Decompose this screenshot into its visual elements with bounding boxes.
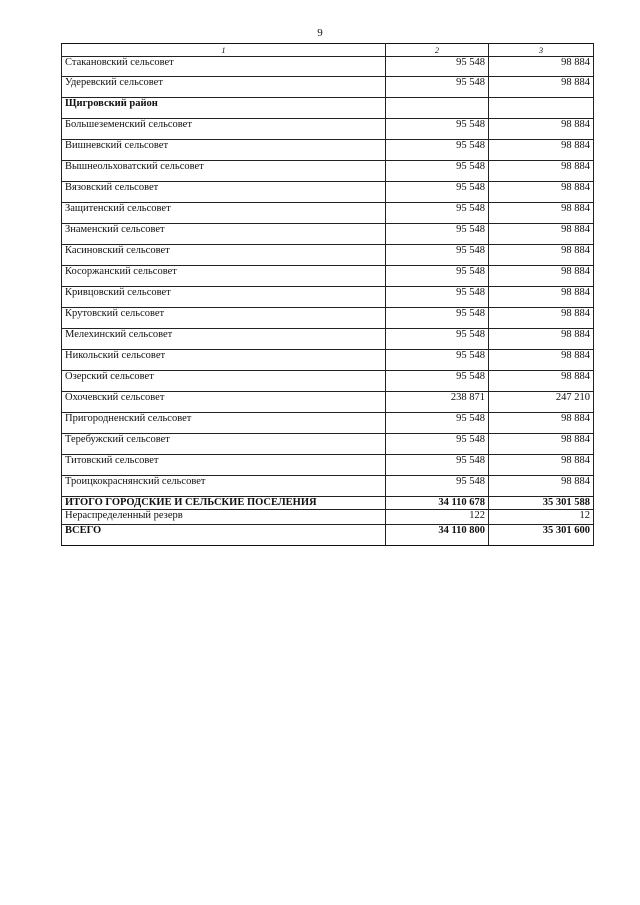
settlement-name: Защитенский сельсовет (62, 203, 386, 224)
table-row (62, 371, 594, 392)
value-col2: 238 871 (386, 392, 489, 413)
table-row (62, 245, 594, 266)
table-row (62, 203, 594, 224)
district-header-row (62, 98, 594, 119)
value-col2: 95 548 (386, 455, 489, 476)
value-col3: 98 884 (489, 245, 594, 266)
value-col3: 98 884 (489, 413, 594, 434)
value-col3: 35 301 600 (489, 525, 594, 546)
value-col2: 95 548 (386, 203, 489, 224)
value-col3: 98 884 (489, 476, 594, 497)
value-col3: 98 884 (489, 308, 594, 329)
value-col3: 98 884 (489, 350, 594, 371)
value-col3: 98 884 (489, 434, 594, 455)
value-col3: 98 884 (489, 140, 594, 161)
value-col2: 95 548 (386, 266, 489, 287)
value-col3: 98 884 (489, 287, 594, 308)
column-header: 2 (386, 44, 489, 57)
settlement-name: Вишневский сельсовет (62, 140, 386, 161)
settlement-name: Охочевский сельсовет (62, 392, 386, 413)
settlement-name: Крутовский сельсовет (62, 308, 386, 329)
subtotal-label: ИТОГО ГОРОДСКИЕ И СЕЛЬСКИЕ ПОСЕЛЕНИЯ (62, 497, 386, 510)
subtotal-row (62, 497, 594, 510)
settlement-name: Знаменский сельсовет (62, 224, 386, 245)
table-row (62, 161, 594, 182)
value-col3: 247 210 (489, 392, 594, 413)
grand-total-label: ВСЕГО (62, 525, 386, 546)
table-row (62, 57, 594, 77)
value-col2: 34 110 678 (386, 497, 489, 510)
value-col3: 35 301 588 (489, 497, 594, 510)
table-row (62, 476, 594, 497)
value-col3: 98 884 (489, 371, 594, 392)
settlement-name: Большеземенский сельсовет (62, 119, 386, 140)
value-col2: 95 548 (386, 329, 489, 350)
value-col3: 98 884 (489, 203, 594, 224)
table-row (62, 140, 594, 161)
table-row (62, 287, 594, 308)
table-row (62, 266, 594, 287)
value-col2: 95 548 (386, 371, 489, 392)
settlement-name: Теребужский сельсовет (62, 434, 386, 455)
table-row (62, 455, 594, 476)
grand-total-row (62, 525, 594, 546)
table-row (62, 434, 594, 455)
value-col3: 98 884 (489, 329, 594, 350)
value-col2: 95 548 (386, 57, 489, 77)
value-col2: 34 110 800 (386, 525, 489, 546)
value-col3: 98 884 (489, 57, 594, 77)
table-row (62, 413, 594, 434)
table-row (62, 308, 594, 329)
table-row (62, 224, 594, 245)
settlement-name: Стакановский сельсовет (62, 57, 386, 77)
settlement-name: Никольский сельсовет (62, 350, 386, 371)
value-col2: 95 548 (386, 245, 489, 266)
page-number: 9 (317, 27, 323, 39)
settlement-name: Мелехинский сельсовет (62, 329, 386, 350)
settlement-name: Вышнеольховатский сельсовет (62, 161, 386, 182)
table-row (62, 119, 594, 140)
settlement-name: Кривцовский сельсовет (62, 287, 386, 308)
value-col2: 95 548 (386, 77, 489, 98)
reserve-row (62, 510, 594, 525)
value-col2: 95 548 (386, 119, 489, 140)
value-col3: 98 884 (489, 224, 594, 245)
value-col2: 95 548 (386, 308, 489, 329)
value-col3: 98 884 (489, 266, 594, 287)
settlement-name: Удеревский сельсовет (62, 77, 386, 98)
value-col3 (489, 98, 594, 119)
reserve-label: Нераспределенный резерв (62, 510, 386, 525)
budget-distribution-table (61, 43, 594, 546)
column-header: 3 (489, 44, 594, 57)
value-col2: 95 548 (386, 434, 489, 455)
value-col2: 95 548 (386, 413, 489, 434)
column-header: 1 (62, 44, 386, 57)
value-col3: 12 (489, 510, 594, 525)
settlement-name: Пригородненский сельсовет (62, 413, 386, 434)
settlement-name: Троицкокраснянский сельсовет (62, 476, 386, 497)
value-col2: 95 548 (386, 161, 489, 182)
value-col3: 98 884 (489, 77, 594, 98)
value-col2: 95 548 (386, 350, 489, 371)
table-header-row (62, 44, 594, 57)
settlement-name: Вязовский сельсовет (62, 182, 386, 203)
settlement-name: Озерский сельсовет (62, 371, 386, 392)
value-col2 (386, 98, 489, 119)
value-col2: 95 548 (386, 140, 489, 161)
value-col3: 98 884 (489, 119, 594, 140)
table-row (62, 329, 594, 350)
table-row (62, 392, 594, 413)
value-col2: 95 548 (386, 287, 489, 308)
value-col2: 122 (386, 510, 489, 525)
value-col2: 95 548 (386, 224, 489, 245)
settlement-name: Касиновский сельсовет (62, 245, 386, 266)
table-row (62, 350, 594, 371)
district-name: Щигровский район (62, 98, 386, 119)
table-row (62, 182, 594, 203)
value-col2: 95 548 (386, 182, 489, 203)
value-col3: 98 884 (489, 455, 594, 476)
value-col3: 98 884 (489, 182, 594, 203)
settlement-name: Титовский сельсовет (62, 455, 386, 476)
value-col2: 95 548 (386, 476, 489, 497)
value-col3: 98 884 (489, 161, 594, 182)
table-row (62, 77, 594, 98)
settlement-name: Косоржанский сельсовет (62, 266, 386, 287)
